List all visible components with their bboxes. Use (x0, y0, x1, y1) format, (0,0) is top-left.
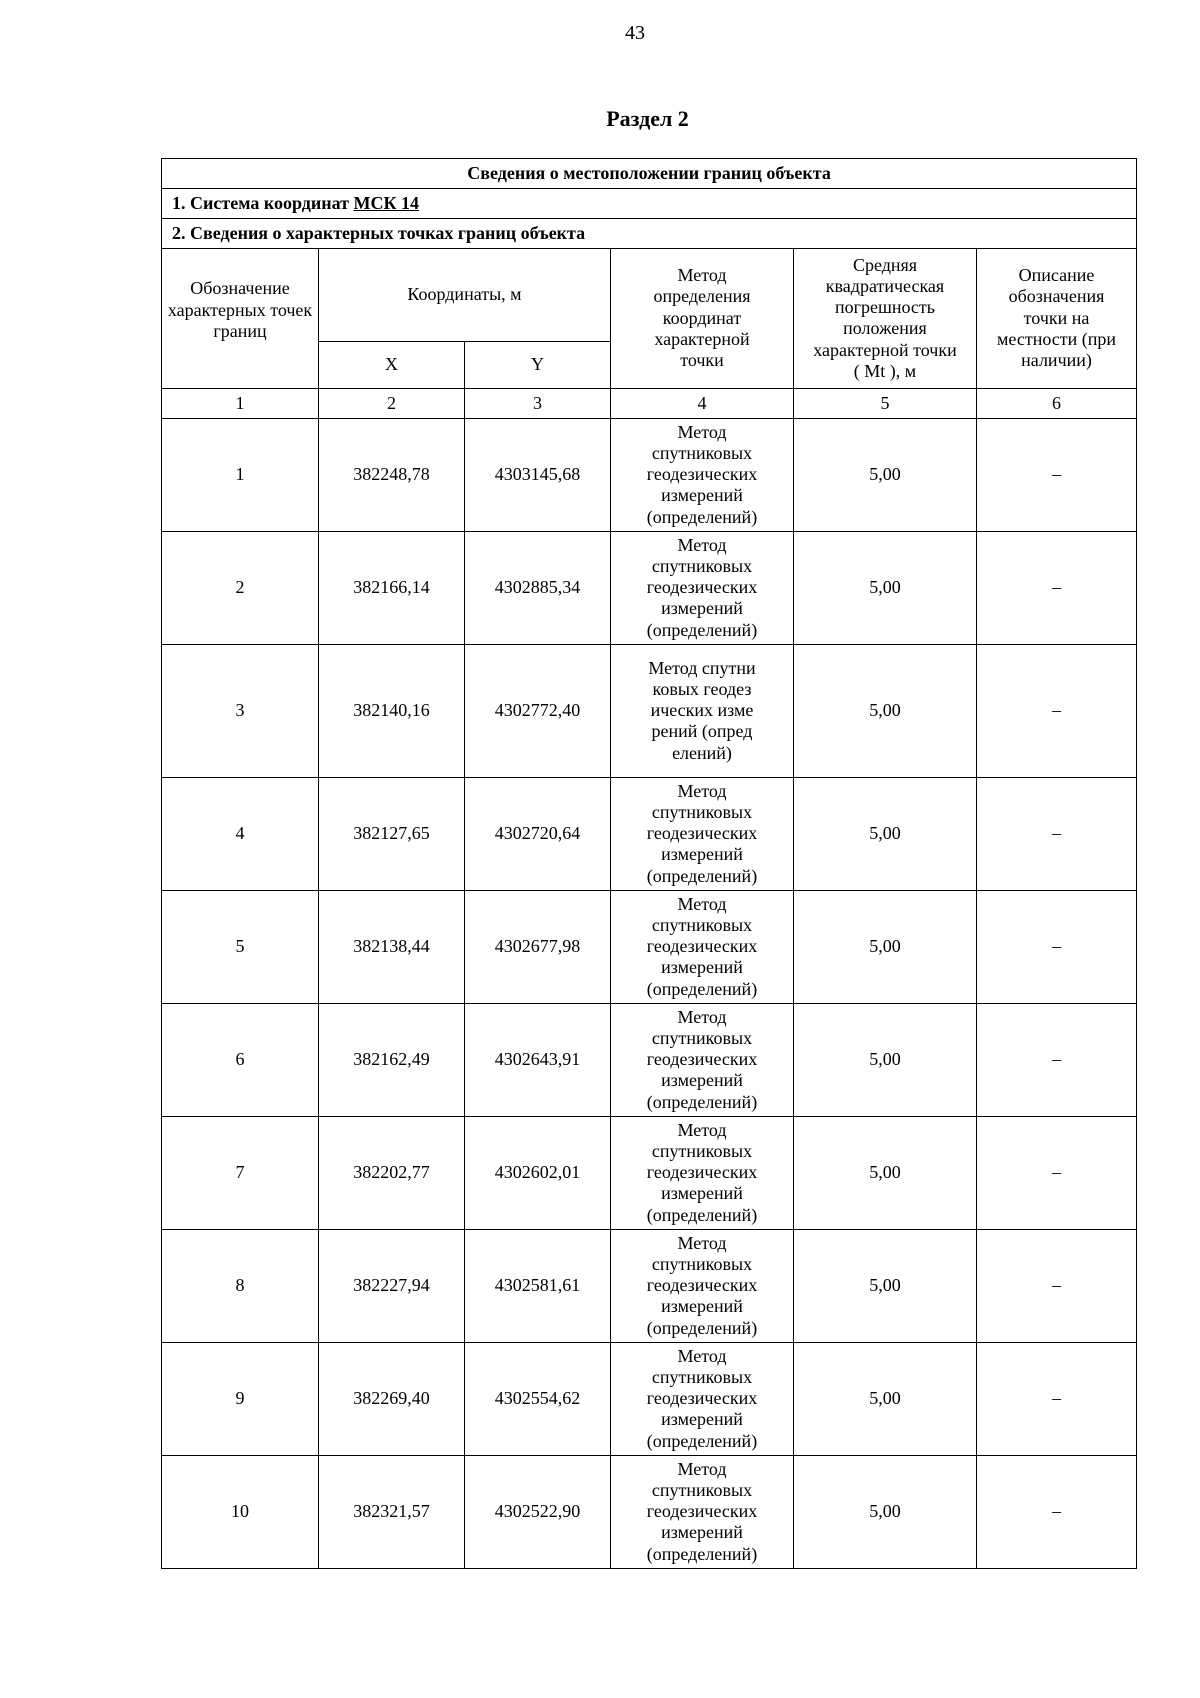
x-cell: 382162,49 (319, 1004, 465, 1117)
coordinate-system-row (162, 189, 1137, 219)
table-row (162, 1117, 1137, 1230)
method-cell: Метод спутниковых геодезических измерений (определений) (611, 778, 794, 891)
method-cell: Метод спутниковых геодезических измерений (определений) (611, 891, 794, 1004)
x-cell: 382138,44 (319, 891, 465, 1004)
header-coordinates: Координаты, м (319, 249, 611, 342)
method-cell: Метод спутниковых геодезических измерений (определений) (611, 1343, 794, 1456)
column-number: 4 (611, 389, 794, 419)
header-description: Описание обозначения точки на местности (при наличии) (977, 249, 1137, 389)
accuracy-cell: 5,00 (794, 1230, 977, 1343)
accuracy-cell: 5,00 (794, 1117, 977, 1230)
y-cell: 4302602,01 (465, 1117, 611, 1230)
description-cell: – (977, 1456, 1137, 1569)
accuracy-cell: 5,00 (794, 532, 977, 645)
header-method: Метод определения координат характерной точки (611, 249, 794, 389)
x-cell: 382227,94 (319, 1230, 465, 1343)
accuracy-cell: 5,00 (794, 419, 977, 532)
description-cell: – (977, 1004, 1137, 1117)
table-row (162, 891, 1137, 1004)
method-cell: Метод спутниковых геодезических измерений (определений) (611, 645, 794, 778)
header-accuracy: Средняя квадратическая погрешность положения характерной точки ( Mt ), м (794, 249, 977, 389)
header-x: X (319, 342, 465, 389)
accuracy-cell: 5,00 (794, 1456, 977, 1569)
description-cell: – (977, 1230, 1137, 1343)
column-number: 5 (794, 389, 977, 419)
column-number: 3 (465, 389, 611, 419)
description-cell: – (977, 1343, 1137, 1456)
point-cell: 10 (162, 1456, 319, 1569)
x-cell: 382127,65 (319, 778, 465, 891)
description-cell: – (977, 419, 1137, 532)
column-number: 2 (319, 389, 465, 419)
accuracy-cell: 5,00 (794, 1004, 977, 1117)
point-cell: 6 (162, 1004, 319, 1117)
accuracy-cell: 5,00 (794, 1343, 977, 1456)
description-cell: – (977, 891, 1137, 1004)
x-cell: 382202,77 (319, 1117, 465, 1230)
header-y: Y (465, 342, 611, 389)
y-cell: 4303145,68 (465, 419, 611, 532)
point-cell: 5 (162, 891, 319, 1004)
boundary-points-table (161, 158, 1137, 1569)
description-cell: – (977, 532, 1137, 645)
y-cell: 4302885,34 (465, 532, 611, 645)
method-cell: Метод спутниковых геодезических измерений (определений) (611, 1004, 794, 1117)
y-cell: 4302643,91 (465, 1004, 611, 1117)
point-cell: 1 (162, 419, 319, 532)
x-cell: 382321,57 (319, 1456, 465, 1569)
description-cell: – (977, 778, 1137, 891)
table-caption: Сведения о местоположении границ объекта (162, 159, 1137, 189)
description-cell: – (977, 1117, 1137, 1230)
table-row (162, 532, 1137, 645)
point-cell: 3 (162, 645, 319, 778)
x-cell: 382166,14 (319, 532, 465, 645)
y-cell: 4302677,98 (465, 891, 611, 1004)
table-row (162, 419, 1137, 532)
column-number: 6 (977, 389, 1137, 419)
table-row (162, 1343, 1137, 1456)
y-cell: 4302720,64 (465, 778, 611, 891)
method-cell: Метод спутниковых геодезических измерений (определений) (611, 1456, 794, 1569)
description-cell: – (977, 645, 1137, 778)
header-point-designation: Обозначение характерных точек границ (162, 249, 319, 389)
points-heading: 2. Сведения о характерных точках границ объекта (162, 219, 1137, 249)
method-cell: Метод спутниковых геодезических измерений (определений) (611, 532, 794, 645)
method-cell: Метод спутниковых геодезических измерений (определений) (611, 1230, 794, 1343)
table-row (162, 1004, 1137, 1117)
point-cell: 8 (162, 1230, 319, 1343)
section-title: Раздел 2 (606, 106, 689, 131)
coordinate-system-label: 1. Система координат (172, 192, 349, 213)
coordinate-system-value: МСК 14 (353, 192, 420, 213)
method-cell: Метод спутниковых геодезических измерений (определений) (611, 1117, 794, 1230)
column-number: 1 (162, 389, 319, 419)
x-cell: 382248,78 (319, 419, 465, 532)
table-row (162, 1456, 1137, 1569)
point-cell: 9 (162, 1343, 319, 1456)
y-cell: 4302772,40 (465, 645, 611, 778)
method-cell: Метод спутниковых геодезических измерений (определений) (611, 419, 794, 532)
y-cell: 4302554,62 (465, 1343, 611, 1456)
point-cell: 2 (162, 532, 319, 645)
x-cell: 382269,40 (319, 1343, 465, 1456)
y-cell: 4302581,61 (465, 1230, 611, 1343)
x-cell: 382140,16 (319, 645, 465, 778)
accuracy-cell: 5,00 (794, 891, 977, 1004)
table-row (162, 1230, 1137, 1343)
table-row (162, 778, 1137, 891)
accuracy-cell: 5,00 (794, 645, 977, 778)
page-number: 43 (625, 22, 645, 44)
point-cell: 4 (162, 778, 319, 891)
accuracy-cell: 5,00 (794, 778, 977, 891)
table-row (162, 645, 1137, 778)
y-cell: 4302522,90 (465, 1456, 611, 1569)
point-cell: 7 (162, 1117, 319, 1230)
